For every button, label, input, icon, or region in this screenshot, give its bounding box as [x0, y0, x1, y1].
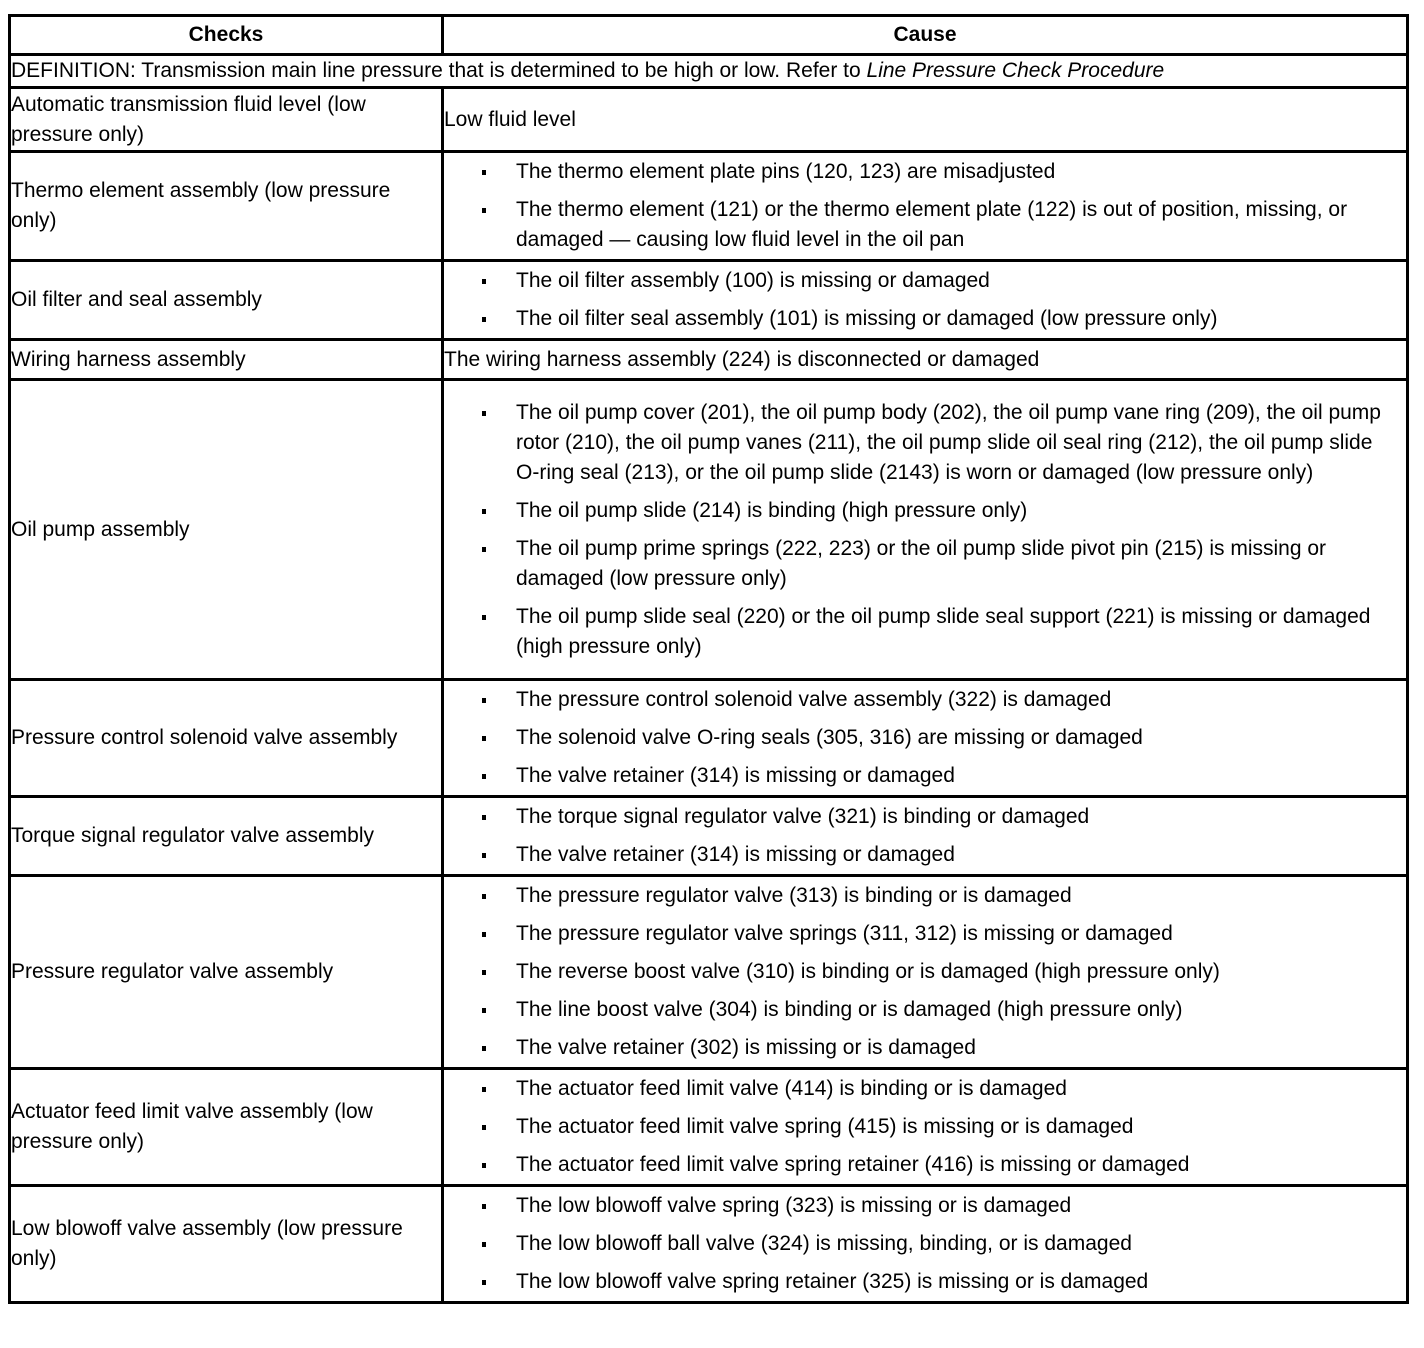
cause-cell — [443, 876, 1408, 1069]
cause-text: The valve retainer (314) is missing or damaged — [516, 764, 955, 787]
bullet-icon — [482, 279, 486, 284]
list-item — [474, 840, 1398, 870]
check-cell: Pressure control solenoid valve assembly — [10, 680, 443, 797]
check-cell: Oil pump assembly — [10, 380, 443, 680]
list-item — [474, 534, 1398, 594]
cause-list — [444, 394, 1406, 666]
check-cell: Oil filter and seal assembly — [10, 261, 443, 340]
cause-list — [444, 798, 1406, 874]
check-cell: Torque signal regulator valve assembly — [10, 797, 443, 876]
cause-cell — [443, 1186, 1408, 1303]
cause-text: The oil pump slide (214) is binding (high pressure only) — [516, 498, 1028, 522]
bullet-icon — [482, 1125, 486, 1130]
bullet-icon — [482, 815, 486, 820]
bullet-icon — [482, 853, 486, 858]
list-item — [474, 957, 1398, 987]
check-cell: Thermo element assembly (low pressure only) — [10, 152, 443, 261]
diagnostic-table — [8, 14, 1409, 1304]
cause-cell — [443, 261, 1408, 340]
cause-text: The pressure regulator valve (313) is binding or is damaged — [516, 884, 1072, 907]
bullet-icon — [482, 170, 486, 175]
bullet-icon — [482, 1242, 486, 1247]
header-checks: Checks — [10, 16, 443, 55]
bullet-icon — [482, 774, 486, 779]
cause-text: The low blowoff ball valve (324) is missing, binding, or is damaged — [516, 1232, 1132, 1255]
cause-text: The oil pump prime springs (222, 223) or the oil pump slide pivot pin (215) is missing or damaged (low pressure only) — [516, 536, 1327, 590]
bullet-icon — [482, 208, 486, 213]
table-row — [10, 152, 1408, 261]
bullet-icon — [482, 1008, 486, 1013]
cause-text: The reverse boost valve (310) is binding or is damaged (high pressure only) — [516, 960, 1220, 983]
table-row — [10, 380, 1408, 680]
cause-text: The thermo element plate pins (120, 123) are misadjusted — [516, 160, 1056, 183]
cause-text: The valve retainer (302) is missing or is damaged — [516, 1036, 976, 1059]
bullet-icon — [482, 1046, 486, 1051]
table-row — [10, 1069, 1408, 1186]
bullet-icon — [482, 1204, 486, 1209]
bullet-icon — [482, 615, 486, 620]
cause-list — [444, 877, 1406, 1067]
table-row — [10, 88, 1408, 152]
cause-text: The pressure control solenoid valve assembly (322) is damaged — [516, 688, 1112, 711]
bullet-icon — [482, 547, 486, 552]
cause-list — [444, 681, 1406, 795]
list-item — [474, 761, 1398, 791]
cause-list — [444, 262, 1406, 338]
list-item — [474, 1033, 1398, 1063]
bullet-icon — [482, 1280, 486, 1285]
cause-text: The oil filter assembly (100) is missing or damaged — [516, 269, 990, 292]
list-item — [474, 1150, 1398, 1180]
list-item — [474, 685, 1398, 715]
list-item — [474, 995, 1398, 1025]
list-item — [474, 723, 1398, 753]
bullet-icon — [482, 1087, 486, 1092]
check-cell: Pressure regulator valve assembly — [10, 876, 443, 1069]
cause-text: The low blowoff valve spring retainer (325) is missing or is damaged — [516, 1270, 1149, 1293]
cause-text: The actuator feed limit valve (414) is binding or is damaged — [516, 1077, 1067, 1100]
table-row — [10, 680, 1408, 797]
list-item — [474, 881, 1398, 911]
bullet-icon — [482, 970, 486, 975]
cause-text: The valve retainer (314) is missing or damaged — [516, 843, 955, 866]
list-item — [474, 602, 1398, 662]
list-item — [474, 1267, 1398, 1297]
cause-text: The torque signal regulator valve (321) is binding or damaged — [516, 805, 1090, 828]
bullet-icon — [482, 736, 486, 741]
bullet-icon — [482, 894, 486, 899]
cause-cell — [443, 152, 1408, 261]
cause-text: The oil pump cover (201), the oil pump body (202), the oil pump vane ring (209), the oil pump rotor (210), the oil pump vanes (211), the oil pump slide oil seal ring (212), the oil pump slide O-ring seal (213), or the oil pump slide (2143) is worn or damaged (low pressure only) — [516, 400, 1381, 484]
check-cell: Automatic transmission fluid level (low pressure only) — [10, 88, 443, 152]
cause-text: The pressure regulator valve springs (311, 312) is missing or damaged — [516, 922, 1173, 945]
list-item — [474, 195, 1398, 255]
line-pressure-check-procedure-link[interactable]: Line Pressure Check Procedure — [866, 59, 1165, 82]
bullet-icon — [482, 411, 486, 416]
cause-text: The oil pump slide seal (220) or the oil pump slide seal support (221) is missing or damaged (high pressure only) — [516, 604, 1371, 658]
definition-text: DEFINITION: Transmission main line pressure that is determined to be high or low. Refer to — [11, 59, 867, 82]
cause-text: The thermo element (121) or the thermo element plate (122) is out of position, missing, or damaged — causing low fluid level in the oil pan — [516, 198, 1348, 251]
cause-cell: Low fluid level — [443, 88, 1408, 152]
check-cell: Wiring harness assembly — [10, 340, 443, 380]
cause-text: The solenoid valve O-ring seals (305, 316) are missing or damaged — [516, 726, 1143, 749]
bullet-icon — [482, 932, 486, 937]
table-row — [10, 1186, 1408, 1303]
table-row — [10, 340, 1408, 380]
definition-row — [10, 55, 1408, 88]
cause-cell — [443, 1069, 1408, 1186]
list-item — [474, 919, 1398, 949]
list-item — [474, 266, 1398, 296]
cause-text: The low blowoff valve spring (323) is missing or is damaged — [516, 1194, 1072, 1217]
list-item — [474, 1229, 1398, 1259]
table-row — [10, 797, 1408, 876]
check-cell: Actuator feed limit valve assembly (low pressure only) — [10, 1069, 443, 1186]
header-row — [10, 16, 1408, 55]
cause-text: The actuator feed limit valve spring retainer (416) is missing or damaged — [516, 1153, 1190, 1176]
list-item — [474, 398, 1398, 488]
cause-cell — [443, 797, 1408, 876]
cause-cell: The wiring harness assembly (224) is disconnected or damaged — [443, 340, 1408, 380]
check-cell: Low blowoff valve assembly (low pressure only) — [10, 1186, 443, 1303]
cause-cell — [443, 380, 1408, 680]
cause-list — [444, 1187, 1406, 1301]
list-item — [474, 304, 1398, 334]
definition-cell — [10, 55, 1408, 88]
list-item — [474, 802, 1398, 832]
list-item — [474, 1191, 1398, 1221]
cause-list — [444, 1070, 1406, 1184]
cause-text: The actuator feed limit valve spring (415) is missing or is damaged — [516, 1115, 1134, 1138]
list-item — [474, 1112, 1398, 1142]
cause-text: The line boost valve (304) is binding or is damaged (high pressure only) — [516, 998, 1183, 1021]
table-row — [10, 876, 1408, 1069]
bullet-icon — [482, 509, 486, 514]
table-row — [10, 261, 1408, 340]
bullet-icon — [482, 317, 486, 322]
bullet-icon — [482, 698, 486, 703]
bullet-icon — [482, 1163, 486, 1168]
list-item — [474, 157, 1398, 187]
cause-cell — [443, 680, 1408, 797]
header-cause: Cause — [443, 16, 1408, 55]
list-item — [474, 1074, 1398, 1104]
cause-list — [444, 153, 1406, 259]
cause-text: The oil filter seal assembly (101) is missing or damaged (low pressure only) — [516, 307, 1218, 330]
list-item — [474, 496, 1398, 526]
